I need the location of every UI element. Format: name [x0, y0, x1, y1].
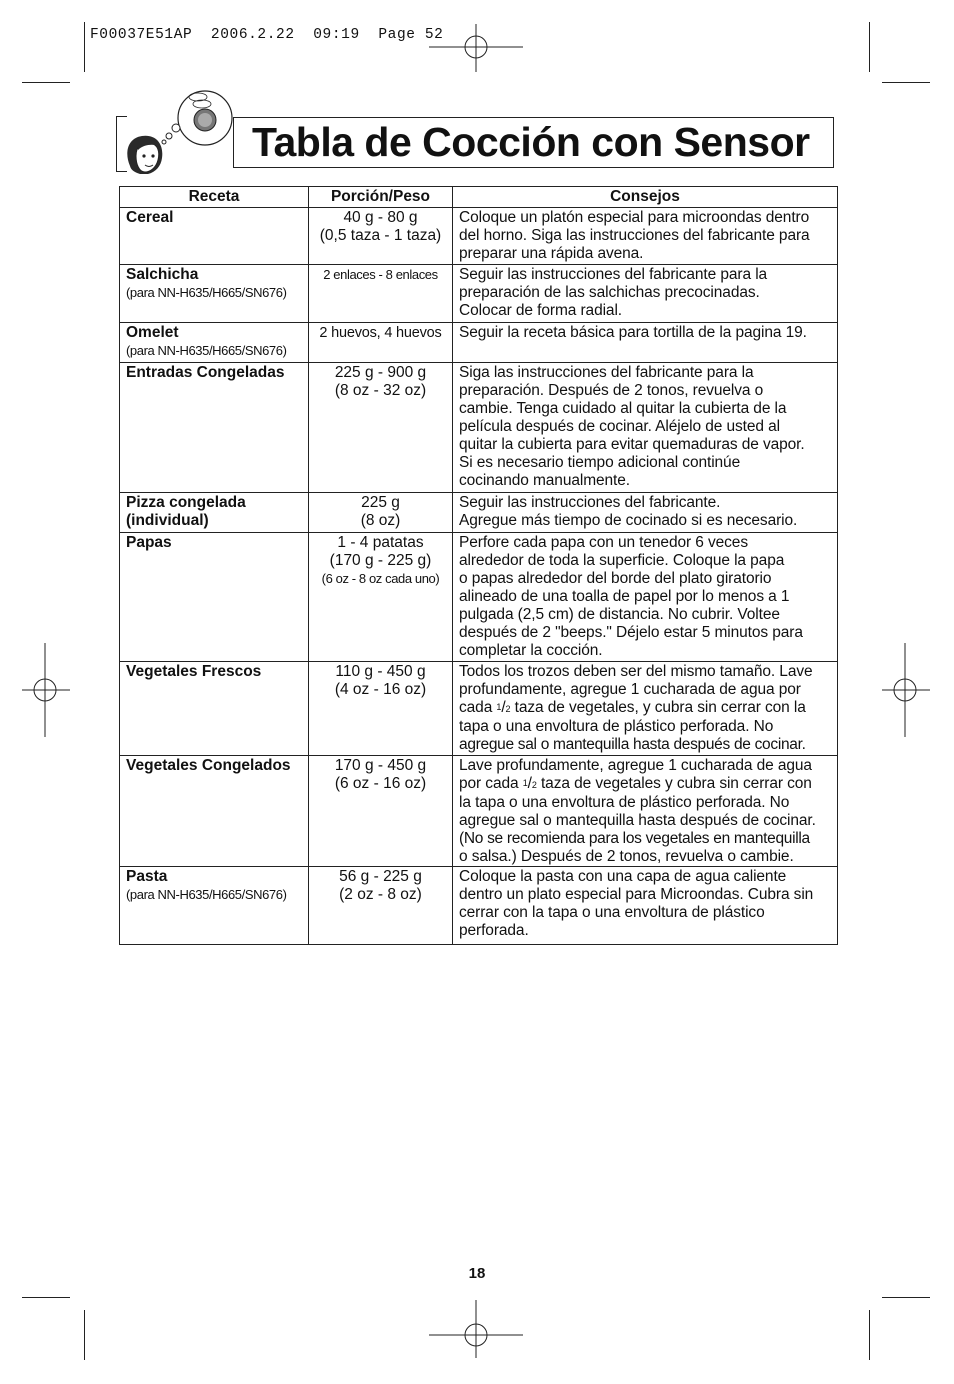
- fraction-denominator: 2: [505, 704, 511, 714]
- portion-cell: [309, 363, 453, 493]
- crop-mark-top-right-horizontal: [882, 82, 930, 83]
- tips-line: o papas alrededor del borde del plato giratorio: [459, 570, 772, 587]
- tips-line: cerrar con la tapa o una envoltura de plástico: [459, 904, 765, 921]
- tips-line: después de 2 "beeps." Déjelo estar 5 minutos para: [459, 624, 803, 641]
- tips-line: (No se recomienda para los vegetales en mantequilla: [459, 830, 810, 847]
- tips-cell: [453, 533, 838, 662]
- portion-cell: [309, 208, 453, 265]
- recipe-cell: [120, 363, 309, 493]
- crop-mark-bottom-left-horizontal: [22, 1297, 70, 1298]
- portion-line: (0,5 taza - 1 taza): [319, 227, 442, 244]
- portion-cell: [309, 662, 453, 756]
- recipe-cell: [120, 265, 309, 323]
- fraction-denominator: 2: [531, 780, 537, 790]
- page-title: Tabla de Cocción con Sensor: [252, 119, 810, 165]
- crop-mark-bottom-left-vertical: [84, 1310, 85, 1360]
- tips-line: pulgada (2,5 cm) de distancia. No cubrir. Voltee: [459, 606, 780, 623]
- tips-line: Coloque la pasta con una capa de agua caliente: [459, 868, 787, 885]
- recipe-name: Vegetales Congelados: [126, 757, 291, 774]
- tips-fragment: por cada: [459, 775, 523, 792]
- tips-cell: [453, 662, 838, 756]
- portion-line: 56 g - 225 g: [339, 868, 422, 885]
- table-row: [120, 363, 838, 493]
- crop-mark-top-left-horizontal: [22, 82, 70, 83]
- portion-line: 2 enlaces - 8 enlaces: [323, 267, 438, 282]
- registration-mark-top: [429, 0, 525, 96]
- printer-slug: F00037E51AP 2006.2.22 09:19 Page 52: [90, 27, 444, 43]
- tips-cell: [453, 756, 838, 867]
- tips-line: Todos los trozos deben ser del mismo tamaño. Lave: [459, 663, 813, 680]
- table-row: [120, 493, 838, 533]
- tips-line: Seguir la receta básica para tortilla de la pagina 19.: [459, 324, 807, 341]
- table-row: [120, 323, 838, 363]
- tips-line: perforada.: [459, 922, 529, 939]
- portion-line: 40 g - 80 g: [343, 209, 418, 226]
- chef-mascot-icon: [118, 86, 234, 178]
- portion-line: 225 g: [361, 494, 400, 511]
- tips-line: o salsa.) Después de 2 tonos, revuelva o cambie.: [459, 848, 794, 865]
- tips-cell: [453, 867, 838, 945]
- crop-mark-top-left-vertical: [84, 22, 85, 72]
- table-row: [120, 662, 838, 756]
- portion-cell: [309, 533, 453, 662]
- table-row: [120, 867, 838, 945]
- portion-line: (8 oz): [360, 512, 401, 529]
- fraction-numerator: 1: [496, 702, 502, 712]
- tips-line: dentro un plato especial para Microondas. Cubra sin: [459, 886, 814, 903]
- recipe-name: Vegetales Frescos: [126, 663, 262, 680]
- recipe-name: Pizza congelada: [126, 494, 246, 511]
- tips-line: película después de cocinar. Aléjelo de usted al: [459, 418, 780, 435]
- portion-cell: [309, 867, 453, 945]
- recipe-name: Pasta: [126, 868, 168, 885]
- recipe-model-note: (para NN-H635/H665/SN676): [126, 285, 287, 300]
- table-header-row: [120, 187, 838, 208]
- tips-line: alrededor de toda la superficie. Coloque la papa: [459, 552, 785, 569]
- recipe-model-note: (para NN-H635/H665/SN676): [126, 343, 287, 358]
- tips-line: Colocar de forma radial.: [459, 302, 623, 319]
- tips-cell: [453, 493, 838, 533]
- tips-line: Si es necesario tiempo adicional continúe: [459, 454, 741, 471]
- tips-line: quitar la cubierta para evitar quemaduras de vapor.: [459, 436, 805, 453]
- tips-line: Coloque un platón especial para microondas dentro: [459, 209, 810, 226]
- tips-line: profundamente, agregue 1 cucharada de agua por: [459, 681, 801, 698]
- tips-line: Lave profundamente, agregue 1 cucharada de agua: [459, 757, 812, 774]
- tips-line: cada $^1$/2 taza de vegetales, y cubra sin cerrar con la: [459, 699, 806, 716]
- portion-cell: [309, 493, 453, 533]
- recipe-cell: [120, 867, 309, 945]
- tips-fragment: taza de vegetales, y cubra sin cerrar con la: [510, 699, 806, 716]
- tips-line: Seguir las instrucciones del fabricante para la: [459, 266, 768, 283]
- tips-fragment: taza de vegetales y cubra sin cerrar con: [536, 775, 812, 792]
- tips-line: preparación de las salchichas precocinadas.: [459, 284, 760, 301]
- recipe-name: Cereal: [126, 209, 174, 226]
- fraction-numerator: 1: [522, 778, 528, 788]
- header-portion: Porción/Peso: [309, 187, 453, 208]
- portion-line: 1 - 4 patatas: [337, 534, 424, 551]
- portion-cell: [309, 265, 453, 323]
- tips-line: preparar una rápida avena.: [459, 245, 644, 262]
- portion-cell: [309, 323, 453, 363]
- portion-line-small: (6 oz - 8 oz cada uno): [321, 571, 440, 586]
- tips-cell: [453, 363, 838, 493]
- recipe-name: Papas: [126, 534, 172, 551]
- tips-line: Seguir las instrucciones del fabricante.: [459, 494, 721, 511]
- recipe-cell: [120, 756, 309, 867]
- recipe-cell: [120, 323, 309, 363]
- tips-line: Perfore cada papa con un tenedor 6 veces: [459, 534, 748, 551]
- portion-line: (4 oz - 16 oz): [334, 681, 427, 698]
- registration-mark-right: [858, 643, 954, 739]
- recipe-cell: [120, 533, 309, 662]
- table-row: [120, 265, 838, 323]
- portion-line: (8 oz - 32 oz): [334, 382, 427, 399]
- portion-line: 110 g - 450 g: [335, 663, 426, 680]
- tips-line: la tapa o una envoltura de plástico perforada. No: [459, 794, 790, 811]
- tips-line: tapa o una envoltura de plástico perforada. No: [459, 718, 774, 735]
- tips-cell: [453, 265, 838, 323]
- portion-line: 2 huevos, 4 huevos: [319, 325, 442, 341]
- tips-line: preparación. Después de 2 tonos, revuelva o: [459, 382, 764, 399]
- tips-fragment: cada: [459, 699, 497, 716]
- crop-mark-bottom-right-horizontal: [882, 1297, 930, 1298]
- recipe-name-line-2: (individual): [126, 512, 209, 529]
- recipe-cell: [120, 662, 309, 756]
- tips-cell: [453, 208, 838, 265]
- table-row: [120, 208, 838, 265]
- page-number: 18: [468, 1265, 486, 1282]
- portion-line: (170 g - 225 g): [329, 552, 432, 569]
- recipe-name: Salchicha: [126, 266, 199, 283]
- header-tips: Consejos: [453, 187, 838, 208]
- table-row: [120, 533, 838, 662]
- portion-line: 170 g - 450 g: [334, 757, 427, 774]
- crop-mark-bottom-right-vertical: [869, 1310, 870, 1360]
- tips-line: cocinando manualmente.: [459, 472, 630, 489]
- tips-line: del horno. Siga las instrucciones del fabricante para: [459, 227, 810, 244]
- sensor-cooking-table: [119, 186, 838, 945]
- table-row: [120, 756, 838, 867]
- recipe-cell: [120, 208, 309, 265]
- portion-line: (6 oz - 16 oz): [334, 775, 427, 792]
- registration-mark-bottom: [429, 1288, 525, 1384]
- tips-line: completar la cocción.: [459, 642, 603, 659]
- tips-line: agregue sal o mantequilla hasta después de cocinar.: [459, 812, 816, 829]
- tips-line: alineado de una toalla de papel por lo menos a 1: [459, 588, 790, 605]
- tips-cell: [453, 323, 838, 363]
- header-recipe: Receta: [120, 187, 309, 208]
- crop-mark-top-right-vertical: [869, 22, 870, 72]
- recipe-model-note: (para NN-H635/H665/SN676): [126, 887, 287, 902]
- tips-line: por cada $^1$/2 taza de vegetales y cubra sin cerrar con: [459, 775, 812, 792]
- tips-line: Siga las instrucciones del fabricante para la: [459, 364, 754, 381]
- portion-line: (2 oz - 8 oz): [339, 886, 422, 903]
- tips-line: cambie. Tenga cuidado al quitar la cubierta de la: [459, 400, 787, 417]
- recipe-cell: [120, 493, 309, 533]
- tips-line: agregue sal o mantequilla hasta después de cocinar.: [459, 736, 806, 753]
- portion-line: 225 g - 900 g: [334, 364, 427, 381]
- recipe-name: Entradas Congeladas: [126, 364, 285, 381]
- registration-mark-left: [0, 643, 96, 739]
- recipe-name: Omelet: [126, 324, 179, 341]
- portion-cell: [309, 756, 453, 867]
- tips-line: Agregue más tiempo de cocinado si es necesario.: [459, 512, 798, 529]
